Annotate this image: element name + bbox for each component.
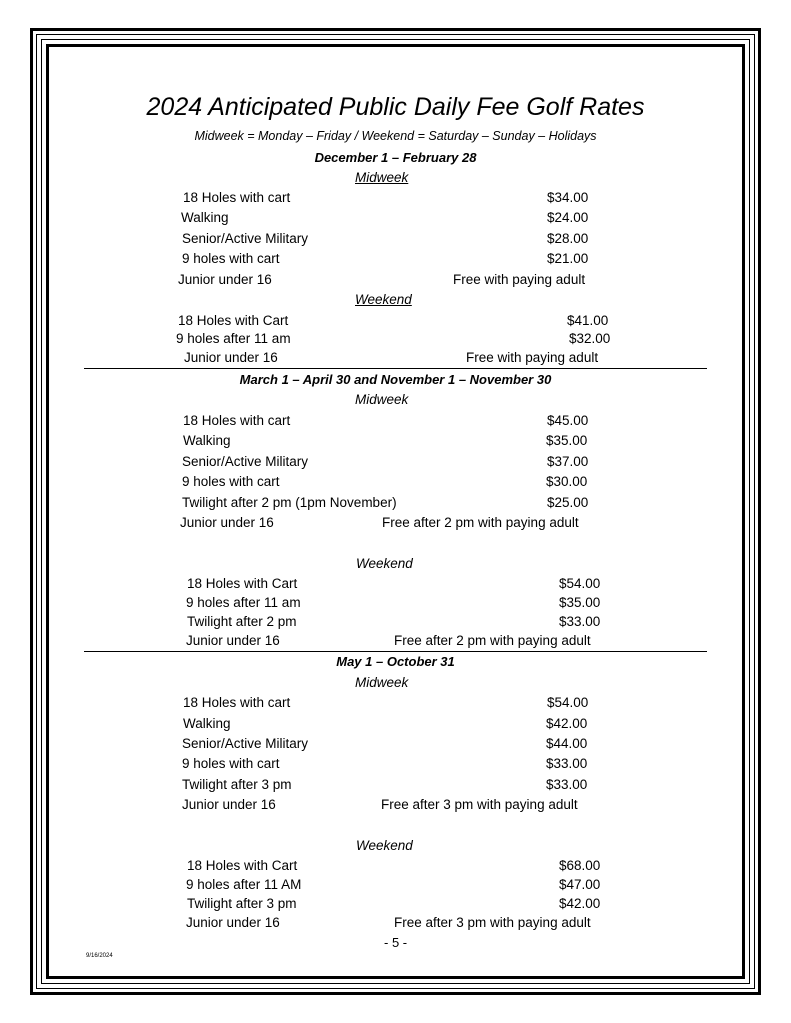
rate-price: $34.00 (547, 190, 589, 205)
rate-item: 18 Holes with Cart (187, 576, 298, 591)
rate-price: Free with paying adult (466, 350, 599, 365)
rate-item: Walking (181, 210, 229, 225)
rate-price: $45.00 (547, 413, 589, 428)
rate-item: Junior under 16 (182, 797, 276, 812)
rate-price: $54.00 (547, 695, 589, 710)
section-heading-summer: May 1 – October 31 (336, 654, 455, 669)
rate-price: $44.00 (546, 736, 588, 751)
rate-item: 9 holes with cart (182, 474, 280, 489)
rate-price: Free after 3 pm with paying adult (381, 797, 578, 812)
rate-item: Senior/Active Military (182, 454, 309, 469)
rate-item: 9 holes after 11 am (186, 595, 301, 610)
weekend-heading: Weekend (356, 556, 413, 571)
rate-item: Junior under 16 (186, 915, 280, 930)
rate-item: 9 holes after 11 AM (186, 877, 302, 892)
rate-price: $30.00 (546, 474, 588, 489)
rate-price: $33.00 (559, 614, 601, 629)
rate-price: $54.00 (559, 576, 601, 591)
rate-item: Junior under 16 (178, 272, 272, 287)
rate-price: Free after 2 pm with paying adult (382, 515, 579, 530)
section-divider (84, 368, 707, 369)
rate-price: $42.00 (546, 716, 588, 731)
page-title: 2024 Anticipated Public Daily Fee Golf Rates (146, 93, 645, 121)
rate-item: Junior under 16 (180, 515, 274, 530)
rate-item: 18 Holes with Cart (178, 313, 289, 328)
rate-item: Twilight after 2 pm (187, 614, 297, 629)
rate-price: $33.00 (546, 756, 588, 771)
rate-item: Walking (183, 433, 231, 448)
weekend-heading: Weekend (356, 838, 413, 853)
rate-item: 9 holes with cart (182, 756, 280, 771)
rate-item: 18 Holes with cart (183, 695, 291, 710)
rate-item: 18 Holes with cart (183, 413, 291, 428)
rate-price: $24.00 (547, 210, 589, 225)
rate-price: $32.00 (569, 331, 611, 346)
rate-item: 9 holes with cart (182, 251, 280, 266)
rate-item: Junior under 16 (186, 633, 280, 648)
page-subtitle: Midweek = Monday – Friday / Weekend = Saturday – Sunday – Holidays (194, 129, 597, 143)
rate-item: Walking (183, 716, 231, 731)
rate-price: $42.00 (559, 896, 601, 911)
rate-item: Twilight after 3 pm (182, 777, 292, 792)
rate-price: $41.00 (567, 313, 609, 328)
rate-price: Free after 2 pm with paying adult (394, 633, 591, 648)
midweek-heading: Midweek (355, 675, 409, 690)
rate-price: $25.00 (547, 495, 589, 510)
section-heading-winter: December 1 – February 28 (314, 150, 477, 165)
rate-price: $35.00 (559, 595, 601, 610)
rate-price: $35.00 (546, 433, 588, 448)
rate-price: $33.00 (546, 777, 588, 792)
rate-item: Senior/Active Military (182, 231, 309, 246)
rate-price: Free with paying adult (453, 272, 586, 287)
rate-item: 18 Holes with Cart (187, 858, 298, 873)
rate-item: Twilight after 3 pm (187, 896, 297, 911)
rate-price: $47.00 (559, 877, 601, 892)
rate-item: Junior under 16 (184, 350, 278, 365)
rate-item: Senior/Active Military (182, 736, 309, 751)
rate-item: 18 Holes with cart (183, 190, 291, 205)
rate-price: Free after 3 pm with paying adult (394, 915, 591, 930)
midweek-heading: Midweek (355, 170, 409, 185)
section-divider (84, 651, 707, 652)
weekend-heading: Weekend (355, 292, 412, 307)
rate-price: $21.00 (547, 251, 589, 266)
print-date: 9/16/2024 (86, 953, 113, 959)
page-number: - 5 - (384, 935, 408, 950)
rate-item: Twilight after 2 pm (1pm November) (182, 495, 397, 510)
rate-price: $37.00 (547, 454, 589, 469)
midweek-heading: Midweek (355, 392, 409, 407)
section-heading-spring-fall: March 1 – April 30 and November 1 – November 30 (239, 372, 552, 387)
rate-price: $68.00 (559, 858, 601, 873)
rate-item: 9 holes after 11 am (176, 331, 291, 346)
rate-price: $28.00 (547, 231, 589, 246)
